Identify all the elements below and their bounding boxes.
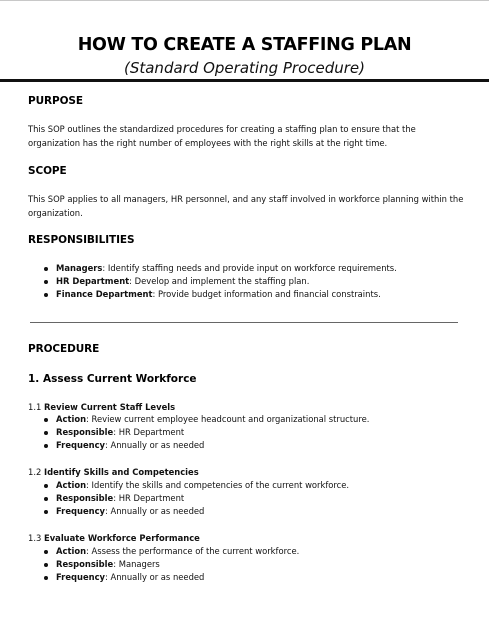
list-item xyxy=(44,492,349,505)
list-item xyxy=(44,545,299,558)
section-divider xyxy=(30,322,458,323)
list-item-term: Action xyxy=(56,414,87,424)
list-item xyxy=(44,262,397,275)
page-top-border xyxy=(0,0,489,1)
list-item-term: Frequency xyxy=(56,506,106,516)
bullet-icon xyxy=(44,444,48,448)
list-item-desc: : Provide budget information and financial constraints. xyxy=(152,289,381,299)
list-item xyxy=(44,558,299,571)
procedure-heading: PROCEDURE xyxy=(28,343,100,355)
substep-1-2-list xyxy=(44,479,349,518)
bullet-icon xyxy=(44,267,48,271)
list-item xyxy=(44,505,349,518)
substep-1-1-list xyxy=(44,413,369,452)
list-item-desc: : Managers xyxy=(113,559,160,569)
list-item-term: Responsible xyxy=(56,427,114,437)
list-item-desc: : HR Department xyxy=(113,493,185,503)
list-item xyxy=(44,479,349,492)
document-title: HOW TO CREATE A STAFFING PLAN xyxy=(77,35,412,55)
list-item xyxy=(44,288,397,301)
list-item-term: HR Department xyxy=(56,276,130,286)
list-item-term: Action xyxy=(56,546,87,556)
scope-heading: SCOPE xyxy=(28,165,67,177)
title-divider xyxy=(0,79,489,82)
purpose-heading: PURPOSE xyxy=(28,95,83,107)
bullet-icon xyxy=(44,418,48,422)
list-item-term: Frequency xyxy=(56,440,106,450)
list-item-desc: : Review current employee headcount and organizational structure. xyxy=(86,414,370,424)
list-item-term: Responsible xyxy=(56,493,114,503)
substep-title: Identify Skills and Competencies xyxy=(43,467,199,477)
list-item xyxy=(44,439,369,452)
substep-1-3-heading xyxy=(28,533,200,543)
bullet-icon xyxy=(44,293,48,297)
substep-number: 1.3 xyxy=(28,533,44,543)
list-item-term: Responsible xyxy=(56,559,114,569)
list-item-desc: : HR Department xyxy=(113,427,185,437)
list-item xyxy=(44,413,369,426)
list-item xyxy=(44,275,397,288)
list-item-desc: : Annually or as needed xyxy=(105,572,205,582)
step-1-heading: 1. Assess Current Workforce xyxy=(28,373,197,385)
list-item-term: Frequency xyxy=(56,572,106,582)
substep-number: 1.2 xyxy=(28,467,44,477)
list-item-desc: : Identify staffing needs and provide input on workforce requirements. xyxy=(102,263,397,273)
list-item-desc: : Identify the skills and competencies of the current workforce. xyxy=(86,480,350,490)
list-item-term: Action xyxy=(56,480,87,490)
bullet-icon xyxy=(44,280,48,284)
substep-1-1-heading xyxy=(28,402,175,412)
list-item-desc: : Annually or as needed xyxy=(105,440,205,450)
substep-title: Evaluate Workforce Performance xyxy=(43,533,200,543)
list-item-desc: : Develop and implement the staffing plan. xyxy=(129,276,310,286)
list-item-desc: : Annually or as needed xyxy=(105,506,205,516)
substep-1-2-heading xyxy=(28,467,199,477)
list-item-term: Managers xyxy=(56,263,103,273)
scope-text: This SOP applies to all managers, HR personnel, and any staff involved in workforce planning within the organization. xyxy=(28,194,464,218)
list-item-term: Finance Department xyxy=(56,289,153,299)
bullet-icon xyxy=(44,484,48,488)
bullet-icon xyxy=(44,510,48,514)
substep-title: Review Current Staff Levels xyxy=(43,402,176,412)
bullet-icon xyxy=(44,550,48,554)
bullet-icon xyxy=(44,431,48,435)
document-subtitle: (Standard Operating Procedure) xyxy=(123,59,366,77)
list-item xyxy=(44,426,369,439)
substep-number: 1.1 xyxy=(28,402,44,412)
bullet-icon xyxy=(44,576,48,580)
list-item xyxy=(44,571,299,584)
purpose-text: This SOP outlines the standardized procedures for creating a staffing plan to ensure that the organization has the right number of employees with the right skills at the right time. xyxy=(28,124,416,148)
substep-1-3-list xyxy=(44,545,299,584)
bullet-icon xyxy=(44,497,48,501)
responsibilities-heading: RESPONSIBILITIES xyxy=(28,234,135,246)
responsibilities-list xyxy=(44,262,397,301)
list-item-desc: : Assess the performance of the current workforce. xyxy=(86,546,300,556)
bullet-icon xyxy=(44,563,48,567)
